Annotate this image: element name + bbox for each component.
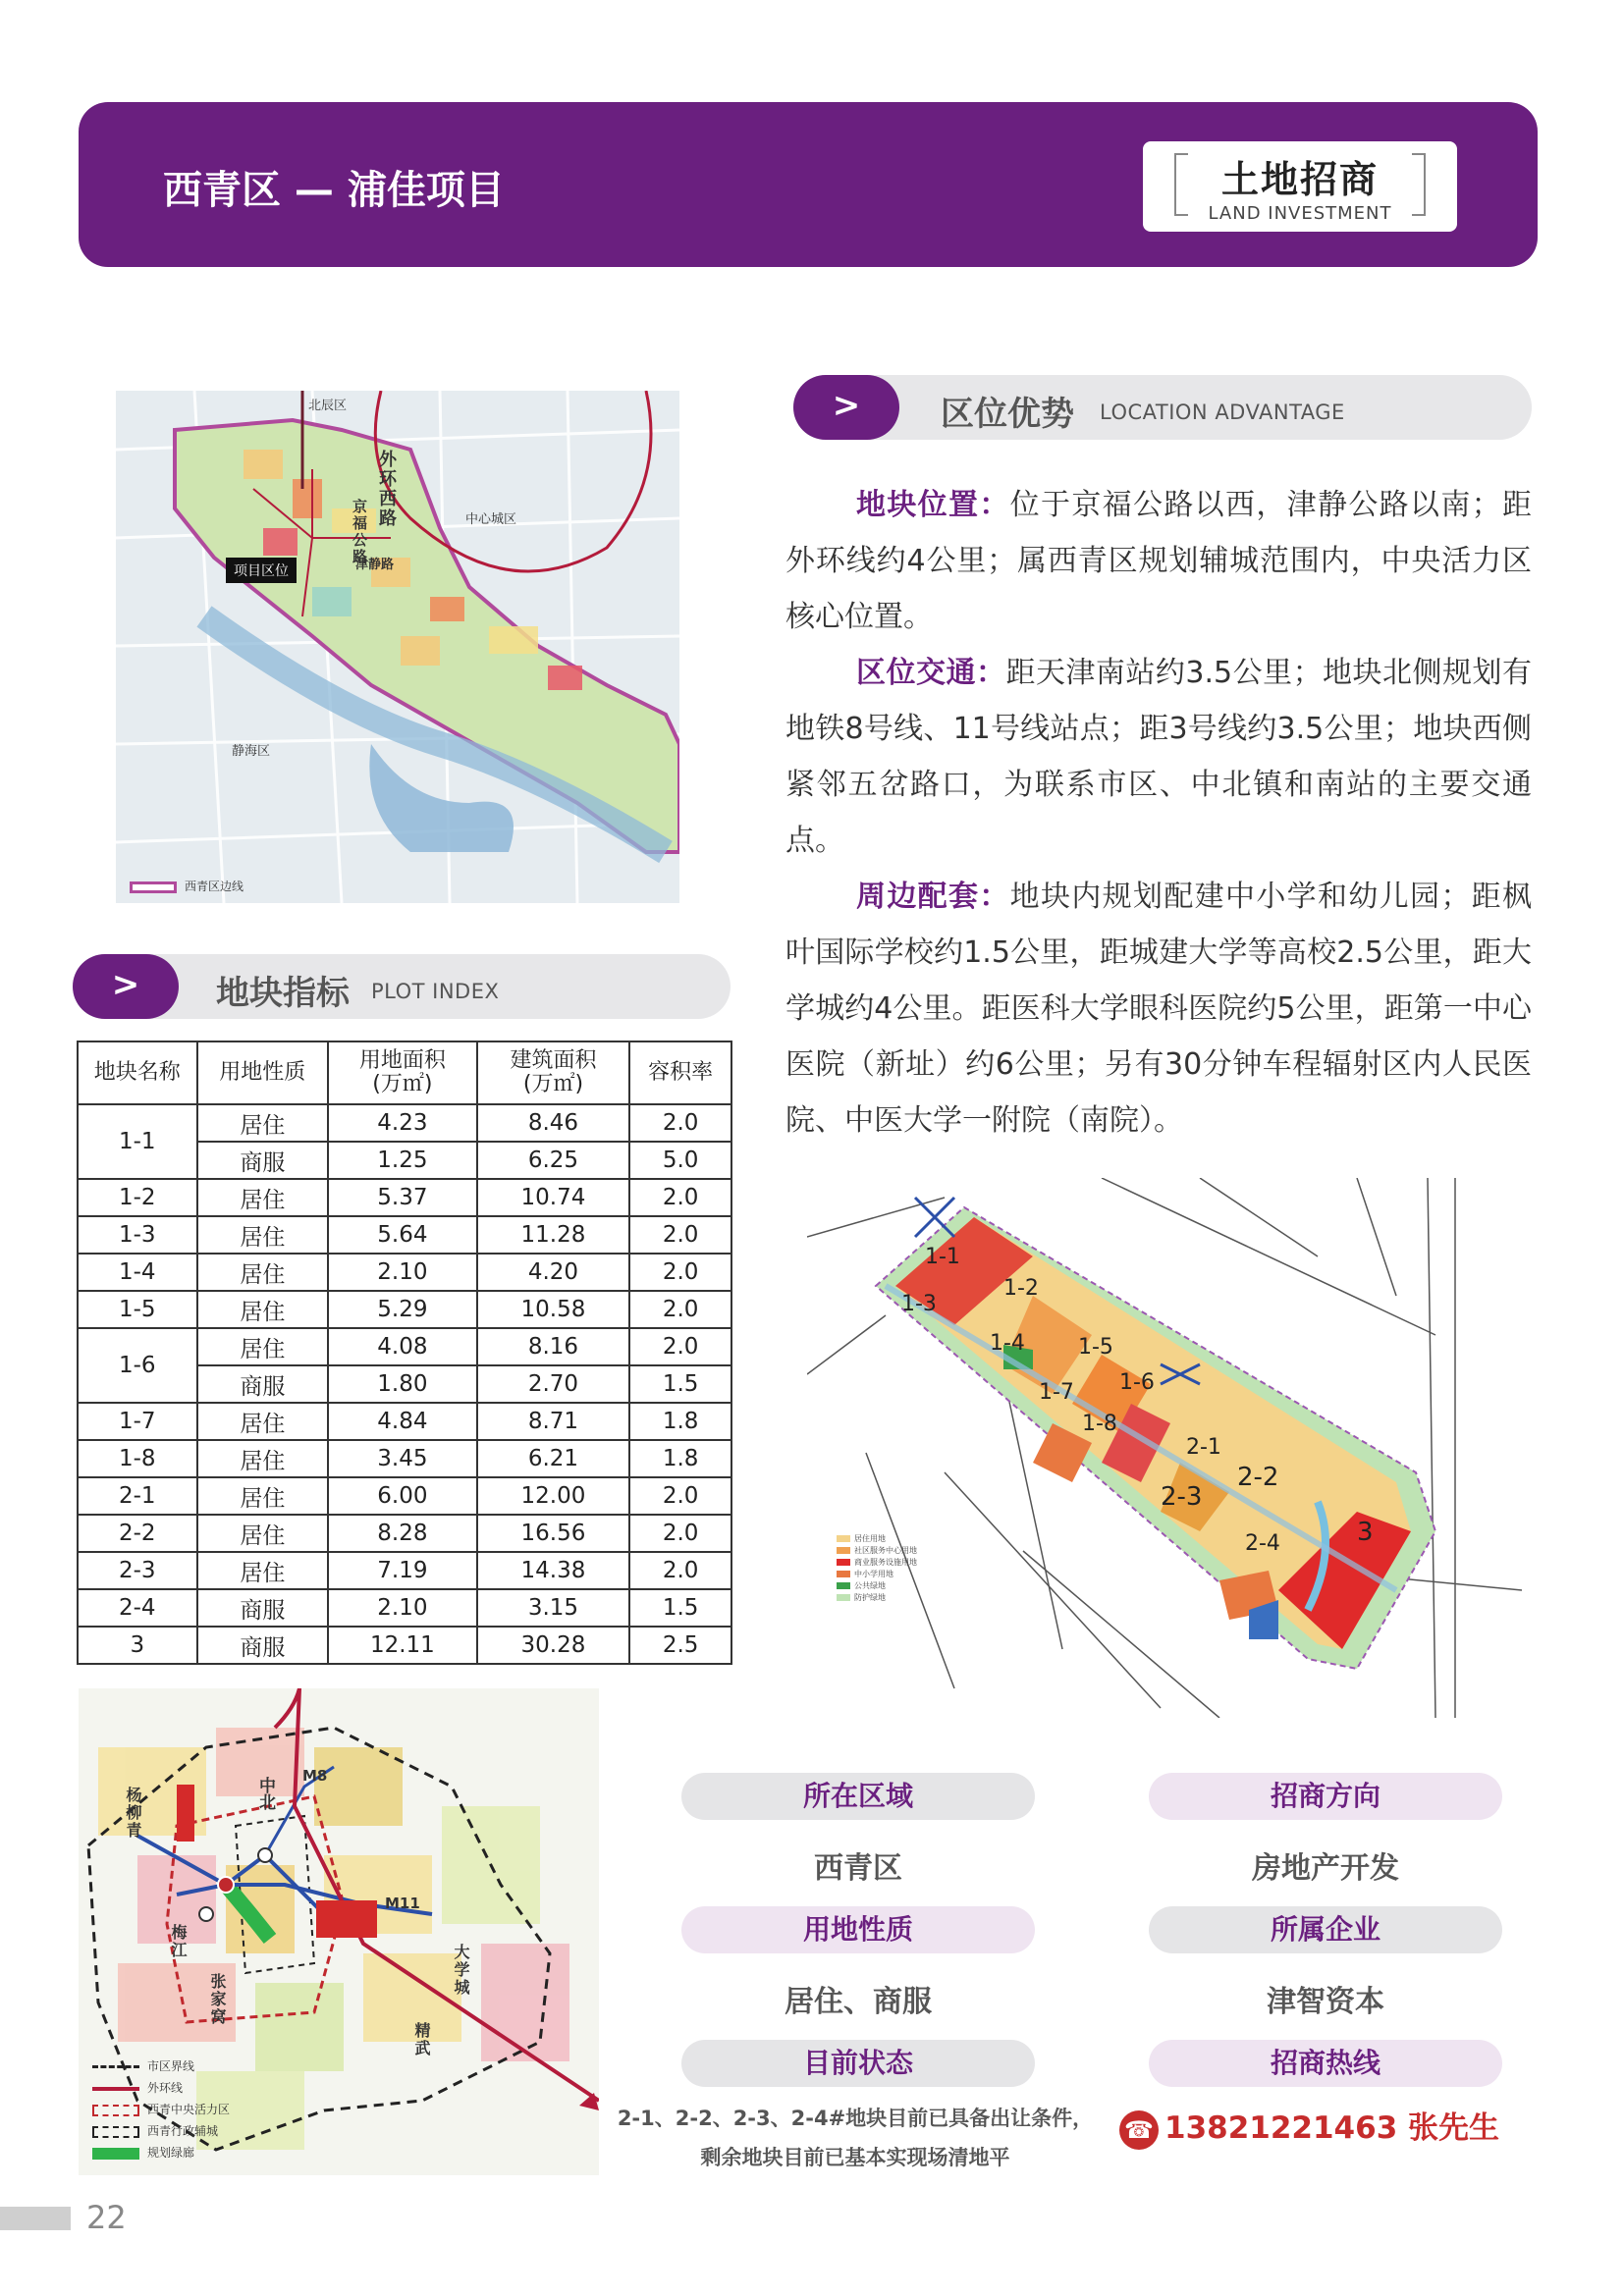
- cell-far: 2.0: [629, 1328, 731, 1365]
- phone-icon: [1119, 2110, 1159, 2150]
- map-label-meijiang: 梅江: [169, 1924, 188, 1959]
- green-swatch-icon: [837, 1582, 850, 1589]
- map-label-metro-m11: M11: [385, 1895, 420, 1912]
- map-label-zhangjiawo: 张家窝: [208, 1973, 227, 2026]
- col-header-land-use: 用地性质: [197, 1041, 329, 1104]
- cell-land-area: 7.19: [328, 1552, 477, 1589]
- cell-floor-area: 4.20: [477, 1254, 630, 1291]
- transit-plan-map: [79, 1688, 599, 2175]
- info-value-direction: 房地产开发: [1252, 1851, 1399, 1886]
- yellow-swatch-icon: [837, 1535, 850, 1542]
- cell-land-area: 4.23: [328, 1104, 477, 1142]
- hotline-number: 13821221463 张先生: [1164, 2110, 1500, 2146]
- location-advantage-text: [785, 477, 1532, 1148]
- cell-far: 2.0: [629, 1179, 731, 1216]
- chevron-right-icon: >: [793, 375, 899, 440]
- parcel-label-1-3: 1-3: [901, 1292, 937, 1316]
- col-header-far: 容积率: [629, 1041, 731, 1104]
- boundary-swatch-icon: [130, 881, 177, 893]
- cell-far: 1.8: [629, 1440, 731, 1477]
- info-value-status: 2-1、2-2、2-3、2-4#地块目前已具备出让条件， 剩余地块目前已基本实现场清地平: [617, 2107, 1094, 2169]
- parcel-label-2-1: 2-1: [1186, 1435, 1221, 1460]
- orange-swatch-icon: [837, 1547, 850, 1554]
- cell-land-use: 居住: [197, 1216, 329, 1254]
- chevron-right-icon: >: [73, 954, 179, 1019]
- cell-floor-area: 10.74: [477, 1179, 630, 1216]
- map2-legend-admin: 西青行政辅城: [92, 2122, 218, 2139]
- cell-land-area: 5.64: [328, 1216, 477, 1254]
- cell-far: 2.0: [629, 1104, 731, 1142]
- cell-far: 2.5: [629, 1627, 731, 1664]
- land-investment-badge: [1143, 141, 1457, 232]
- info-label-land-use: 用地性质: [681, 1906, 1035, 1953]
- info-label-direction: 招商方向: [1149, 1773, 1502, 1820]
- section-title-en: PLOT INDEX: [371, 980, 500, 1003]
- cell-floor-area: 8.16: [477, 1328, 630, 1365]
- bracket-right-icon: [1412, 153, 1426, 216]
- cell-floor-area: 6.25: [477, 1142, 630, 1179]
- info-label-hotline: 招商热线: [1149, 2040, 1502, 2087]
- map3-legend-park: 公共绿地: [837, 1580, 886, 1591]
- map2-legend-cad: 西青中央活力区: [92, 2101, 230, 2117]
- parcel-label-2-2: 2-2: [1237, 1463, 1279, 1492]
- cell-land-area: 5.29: [328, 1291, 477, 1328]
- parcel-label-1-5: 1-5: [1078, 1335, 1113, 1360]
- red-dashed-box-icon: [92, 2105, 139, 2116]
- cell-floor-area: 3.15: [477, 1589, 630, 1627]
- map3-legend-residential: 居住用地: [837, 1533, 886, 1544]
- paragraph-facilities: 周边配套：地块内规划配建中小学和幼儿园；距枫叶国际学校约1.5公里，距城建大学等高校2.5公里，距大学城约4公里。距医科大学眼科医院约5公里，距第一中心医院（新址）约6公里；另有30分钟车程辐射区内人民医院、中医大学一附院（南院）。: [785, 880, 1533, 1138]
- cell-far: 1.5: [629, 1365, 731, 1403]
- cell-land-use: 居住: [197, 1515, 329, 1552]
- parcel-label-2-4: 2-4: [1245, 1531, 1280, 1556]
- info-value-land-use: 居住、商服: [785, 1985, 932, 2019]
- parcel-label-1-2: 1-2: [1003, 1276, 1039, 1301]
- cell-floor-area: 30.28: [477, 1627, 630, 1664]
- cell-land-use: 居住: [197, 1104, 329, 1142]
- paragraph-transport: 区位交通：距天津南站约3.5公里；地块北侧规划有地铁8号线、11号线站点；距3号线约3.5公里；地块西侧紧邻五岔路口，为联系市区、中北镇和南站的主要交通点。: [785, 656, 1532, 858]
- parcel-label-3: 3: [1357, 1518, 1374, 1547]
- cell-far: 5.0: [629, 1142, 731, 1179]
- cell-far: 1.5: [629, 1589, 731, 1627]
- table-row: [78, 1328, 731, 1365]
- cell-land-use: 居住: [197, 1291, 329, 1328]
- section-title-cn: 地块指标: [216, 974, 350, 1013]
- table-row: [78, 1179, 731, 1216]
- table-row: [78, 1627, 731, 1664]
- page-header-banner: [79, 102, 1538, 267]
- cell-land-use: 居住: [197, 1552, 329, 1589]
- cell-floor-area: 8.71: [477, 1403, 630, 1440]
- cell-plot-name: 1-4: [78, 1254, 197, 1291]
- map-label-university-town: 大学城: [452, 1944, 470, 1997]
- cell-plot-name: 2-3: [78, 1552, 197, 1589]
- cell-land-area: 4.84: [328, 1403, 477, 1440]
- cell-floor-area: 14.38: [477, 1552, 630, 1589]
- cell-plot-name: 3: [78, 1627, 197, 1664]
- badge-subtitle: LAND INVESTMENT: [1208, 203, 1392, 224]
- cell-far: 2.0: [629, 1515, 731, 1552]
- page-number-bar: [0, 2207, 71, 2230]
- cell-plot-name: 1-3: [78, 1216, 197, 1254]
- info-value-region: 西青区: [814, 1851, 902, 1886]
- table-row: [78, 1552, 731, 1589]
- table-row: [78, 1477, 731, 1515]
- cell-land-area: 1.25: [328, 1142, 477, 1179]
- parcel-label-1-4: 1-4: [990, 1331, 1025, 1356]
- orange-red-swatch-icon: [837, 1571, 850, 1577]
- cell-land-area: 12.11: [328, 1627, 477, 1664]
- map-label-outer-ring: 外环西路: [376, 450, 397, 528]
- badge-title: 土地招商: [1220, 158, 1379, 201]
- info-label-region: 所在区域: [681, 1773, 1035, 1820]
- map2-legend-ring: 外环线: [92, 2079, 183, 2096]
- cell-land-area: 2.10: [328, 1254, 477, 1291]
- cell-plot-name: 1-7: [78, 1403, 197, 1440]
- cell-land-area: 6.00: [328, 1477, 477, 1515]
- col-header-land-area: 用地面积 (万㎡): [328, 1041, 477, 1104]
- district-location-map: [116, 391, 679, 903]
- map2-legend-green: 规划绿廊: [92, 2144, 194, 2161]
- cell-land-use: 商服: [197, 1365, 329, 1403]
- parcel-label-1-7: 1-7: [1039, 1380, 1074, 1405]
- cell-plot-name: 1-2: [78, 1179, 197, 1216]
- red-line-icon: [92, 2087, 139, 2091]
- table-row: [78, 1440, 731, 1477]
- cell-far: 2.0: [629, 1254, 731, 1291]
- map-label-beichen: 北辰区: [308, 399, 348, 413]
- plot-index-table: [77, 1041, 732, 1665]
- cell-land-area: 4.08: [328, 1328, 477, 1365]
- cell-floor-area: 2.70: [477, 1365, 630, 1403]
- cell-floor-area: 16.56: [477, 1515, 630, 1552]
- col-header-plot-name: 地块名称: [78, 1041, 197, 1104]
- parcel-label-1-1: 1-1: [925, 1245, 960, 1269]
- cell-floor-area: 12.00: [477, 1477, 630, 1515]
- map3-legend-community: 社区服务中心用地: [837, 1545, 917, 1556]
- parcel-label-1-6: 1-6: [1119, 1370, 1155, 1395]
- page-title: 西青区 — 浦佳项目: [163, 168, 505, 213]
- red-swatch-icon: [837, 1559, 850, 1566]
- table-row: [78, 1291, 731, 1328]
- cell-land-area: 5.37: [328, 1179, 477, 1216]
- cell-floor-area: 8.46: [477, 1104, 630, 1142]
- table-row: [78, 1403, 731, 1440]
- cell-floor-area: 11.28: [477, 1216, 630, 1254]
- page-number: 22: [86, 2199, 127, 2236]
- map-label-jinghai: 静海区: [232, 744, 271, 759]
- cell-plot-name: 2-4: [78, 1589, 197, 1627]
- bracket-left-icon: [1174, 153, 1188, 216]
- plot-index-table-wrapper: [77, 1041, 732, 1665]
- cell-floor-area: 10.58: [477, 1291, 630, 1328]
- parcel-label-1-8: 1-8: [1082, 1412, 1117, 1436]
- cell-plot-name: 1-8: [78, 1440, 197, 1477]
- cell-land-area: 3.45: [328, 1440, 477, 1477]
- cell-land-use: 居住: [197, 1440, 329, 1477]
- cell-far: 2.0: [629, 1291, 731, 1328]
- table-row: [78, 1589, 731, 1627]
- cell-far: 2.0: [629, 1552, 731, 1589]
- parcel-label-2-3: 2-3: [1161, 1482, 1203, 1512]
- map-label-center-city: 中心城区: [465, 512, 517, 527]
- map3-legend-buffer: 防护绿地: [837, 1592, 886, 1603]
- section-title-cn: 区位优势: [941, 395, 1074, 434]
- cell-land-area: 2.10: [328, 1589, 477, 1627]
- info-label-company: 所属企业: [1149, 1906, 1502, 1953]
- cell-far: 2.0: [629, 1216, 731, 1254]
- cell-far: 1.8: [629, 1403, 731, 1440]
- cell-land-area: 8.28: [328, 1515, 477, 1552]
- map-label-jingwu: 精武: [412, 2022, 431, 2057]
- cell-land-use: 商服: [197, 1627, 329, 1664]
- cell-land-use: 居住: [197, 1254, 329, 1291]
- table-row: [78, 1104, 731, 1142]
- map-label-jinjing-road: 津静路: [355, 558, 395, 572]
- cell-plot-name: 2-1: [78, 1477, 197, 1515]
- map3-legend-school: 中小学用地: [837, 1569, 893, 1579]
- black-dashed-box-icon: [92, 2126, 139, 2138]
- location-advantage-heading: [793, 375, 1532, 440]
- table-row: [78, 1515, 731, 1552]
- info-value-company: 津智资本: [1267, 1985, 1384, 2019]
- cell-plot-name: 1-1: [78, 1104, 197, 1179]
- table-header-row: [78, 1041, 731, 1104]
- dashed-line-icon: [92, 2065, 139, 2068]
- cell-land-use: 居住: [197, 1328, 329, 1365]
- plot-index-heading: [73, 954, 731, 1019]
- cell-plot-name: 2-2: [78, 1515, 197, 1552]
- map2-legend-boundary: 市区界线: [92, 2057, 194, 2074]
- green-swatch-icon: [92, 2148, 139, 2160]
- section-title-en: LOCATION ADVANTAGE: [1100, 400, 1345, 424]
- cell-far: 2.0: [629, 1477, 731, 1515]
- col-header-floor-area: 建筑面积 (万㎡): [477, 1041, 630, 1104]
- cell-land-use: 居住: [197, 1403, 329, 1440]
- cell-land-use: 居住: [197, 1477, 329, 1515]
- cell-floor-area: 6.21: [477, 1440, 630, 1477]
- map-label-project-site: 项目区位: [226, 558, 297, 583]
- table-row: [78, 1254, 731, 1291]
- cell-land-use: 商服: [197, 1589, 329, 1627]
- map-label-metro-m8: M8: [302, 1767, 328, 1785]
- info-label-status: 目前状态: [681, 2040, 1035, 2087]
- parcel-plan-map: [807, 1178, 1522, 1718]
- map3-legend-commercial: 商业服务设施用地: [837, 1557, 917, 1568]
- table-row: [78, 1216, 731, 1254]
- map-label-jingfu-road: 京福公路: [351, 499, 368, 565]
- paragraph-plot-location: 地块位置：位于京福公路以西，津静公路以南；距外环线约4公里；属西青区规划辅城范围内，中央活力区核心位置。: [785, 488, 1533, 634]
- map-label-yangliuqing: 杨柳青: [124, 1787, 142, 1840]
- cell-land-use: 商服: [197, 1142, 329, 1179]
- info-value-hotline[interactable]: [1119, 2103, 1499, 2150]
- map-label-zhongbei: 中北: [255, 1777, 275, 1810]
- cell-land-area: 1.80: [328, 1365, 477, 1403]
- map1-legend: 西青区边线: [130, 878, 244, 894]
- cell-plot-name: 1-6: [78, 1328, 197, 1403]
- cell-plot-name: 1-5: [78, 1291, 197, 1328]
- parcel-map-graphic: [807, 1178, 1522, 1718]
- light-green-swatch-icon: [837, 1594, 850, 1601]
- cell-land-use: 居住: [197, 1179, 329, 1216]
